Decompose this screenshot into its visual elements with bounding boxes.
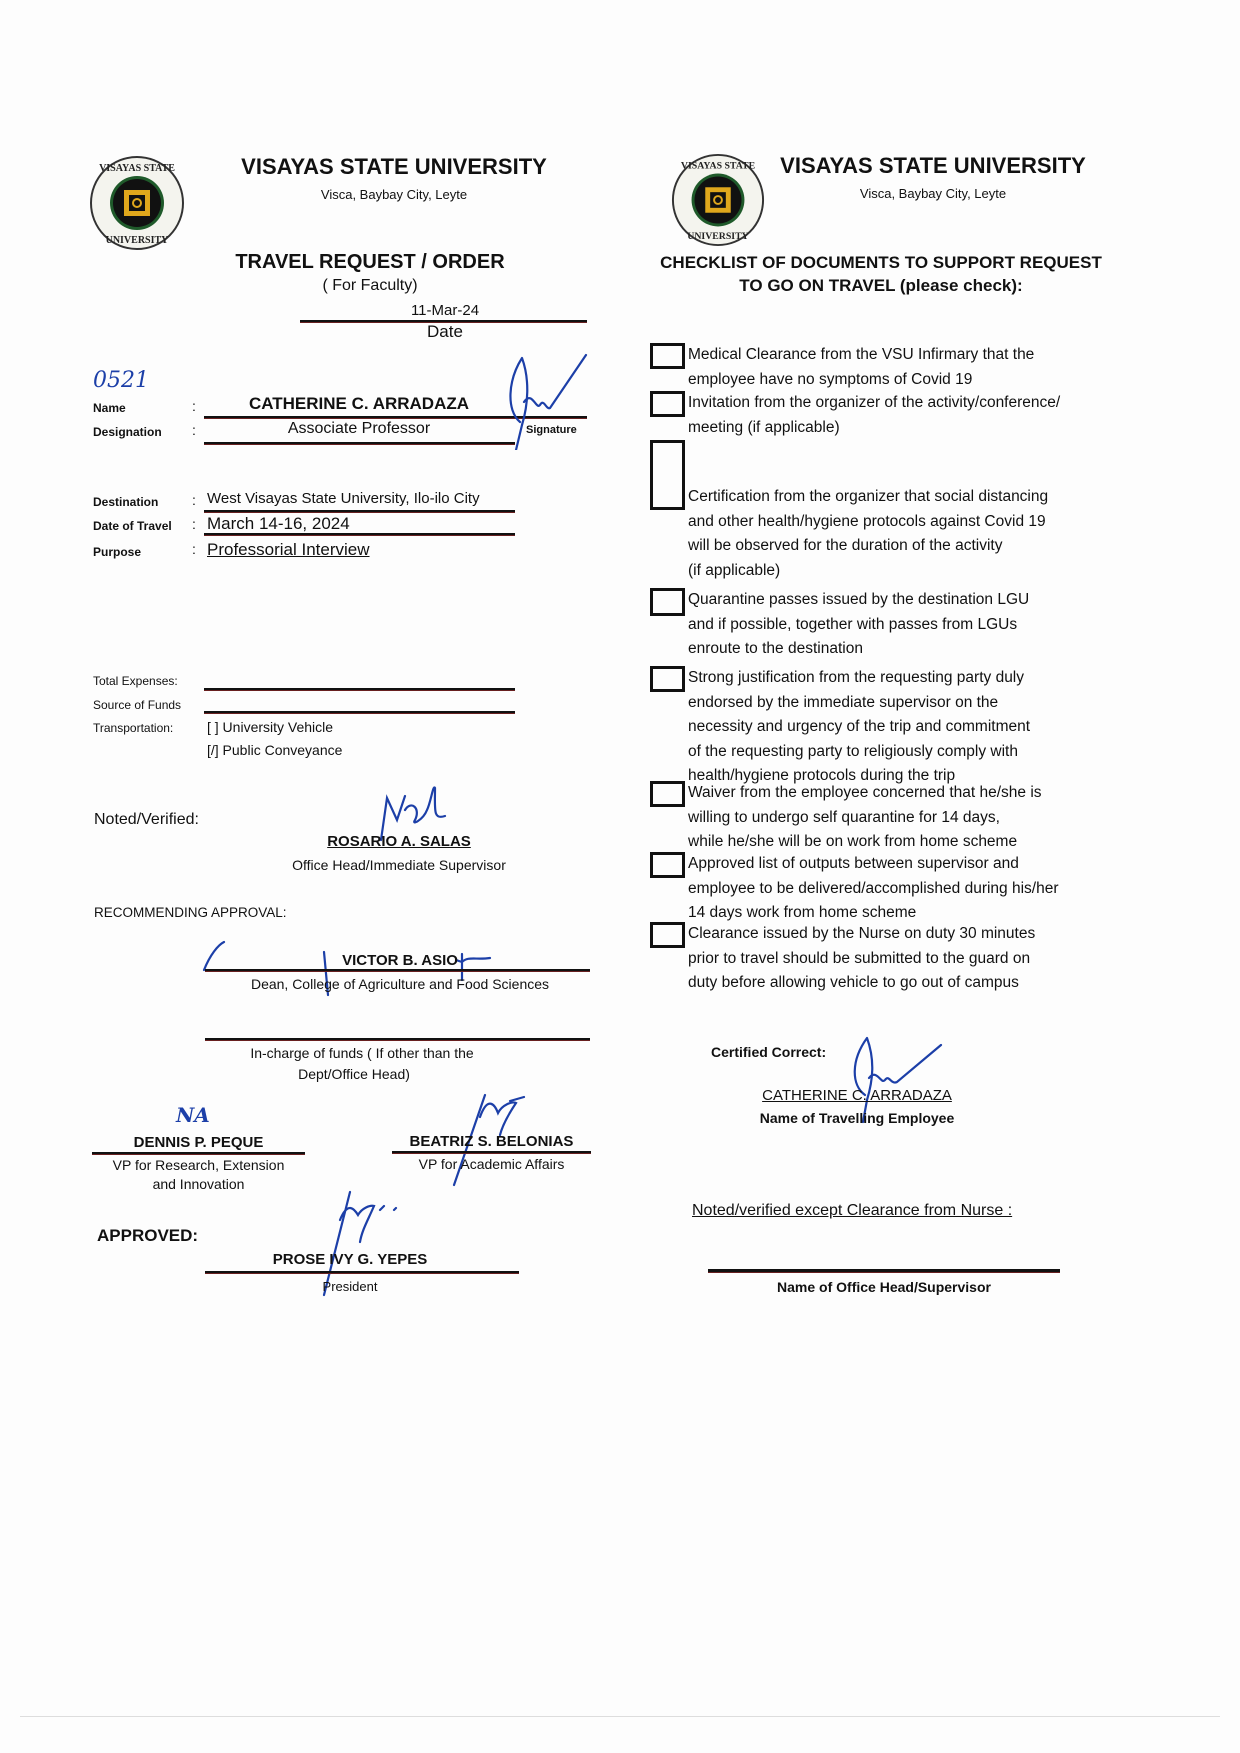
- svg-text:UNIVERSITY: UNIVERSITY: [105, 235, 169, 246]
- supervisor-name: ROSARIO A. SALAS: [327, 833, 471, 850]
- transport-option-university-vehicle: [ ] University Vehicle: [207, 719, 334, 735]
- checklist-checkbox[interactable]: [650, 781, 685, 807]
- checklist-item-line: meeting (if applicable): [688, 418, 840, 436]
- checklist-item-line: 14 days work from home scheme: [688, 904, 917, 921]
- checklist-item-text: [688, 852, 1059, 926]
- checklist-item-line: Medical Clearance from the VSU Infirmary that the: [688, 346, 1035, 363]
- supervisor-title: Office Head/Immediate Supervisor: [292, 857, 506, 873]
- designation-value: Associate Professor: [287, 420, 431, 437]
- recommending-approval-label: RECOMMENDING APPROVAL:: [94, 905, 287, 920]
- checklist-item-line: while he/she will be on work from home scheme: [688, 833, 1018, 850]
- noted-verified-label: Noted/Verified:: [94, 811, 199, 828]
- checklist-item-line: Strong justification from the requesting party duly: [688, 669, 1025, 686]
- name-value: CATHERINE C. ARRADAZA: [248, 394, 470, 413]
- date-of-travel-underline: [204, 533, 515, 536]
- checklist-item-line: enroute to the destination: [688, 640, 863, 657]
- checklist-item-text: [688, 666, 1030, 789]
- svg-text:UNIVERSITY: UNIVERSITY: [687, 231, 749, 243]
- colon: :: [192, 541, 196, 557]
- transport-option-public-conveyance: [/] Public Conveyance: [207, 742, 343, 758]
- vp-academic-name: BEATRIZ S. BELONIAS: [409, 1133, 574, 1150]
- president-name: PROSE IVY G. YEPES: [272, 1251, 428, 1268]
- checklist-item-line: Approved list of outputs between supervisor and: [688, 855, 1019, 872]
- office-head-signature-line: [708, 1269, 1060, 1273]
- colon: :: [192, 422, 196, 438]
- svg-text:VISAYAS STATE: VISAYAS STATE: [99, 163, 175, 174]
- checklist-item-text: [688, 588, 1029, 662]
- vp-research-title-2: and Innovation: [152, 1176, 245, 1192]
- university-address: Visca, Baybay City, Leyte: [320, 187, 468, 202]
- checklist-item-line: Quarantine passes issued by the destination LGU: [688, 591, 1030, 608]
- checklist-item-line: employee have no symptoms of Covid 19: [688, 370, 973, 388]
- checklist-item-line: and if possible, together with passes from LGUs: [688, 615, 1018, 633]
- checklist-item-text: [688, 343, 1034, 392]
- designation-label: Designation: [93, 425, 162, 439]
- form-subtitle: ( For Faculty): [322, 277, 418, 294]
- checklist-item-line: prior to travel should be submitted to the guard on: [688, 949, 1031, 967]
- colon: :: [192, 492, 196, 508]
- checklist-item-text: [688, 391, 1060, 440]
- checklist-item-line: endorsed by the immediate supervisor on the: [688, 693, 999, 711]
- destination-label: Destination: [93, 495, 159, 509]
- colon: :: [192, 398, 196, 414]
- checklist-heading-1: CHECKLIST OF DOCUMENTS TO SUPPORT REQUEST: [660, 253, 1102, 272]
- certified-employee-name: CATHERINE C. ARRADAZA: [762, 1087, 952, 1104]
- checklist-checkbox[interactable]: [650, 922, 685, 948]
- vp-research-initials: NA: [176, 1103, 210, 1127]
- designation-underline: [204, 442, 515, 445]
- university-name-right: VISAYAS STATE UNIVERSITY: [780, 153, 1086, 178]
- certified-employee-title: Name of Travelling Employee: [759, 1110, 955, 1126]
- date-of-travel-value: March 14-16, 2024: [207, 514, 350, 533]
- funds-incharge-underline: [205, 1038, 590, 1041]
- checklist-item-line: employee to be delivered/accomplished during his/her: [688, 879, 1059, 897]
- checklist-item-line: Waiver from the employee concerned that he/she is: [688, 784, 1042, 801]
- vp-academic-title: VP for Academic Affairs: [418, 1156, 565, 1172]
- source-of-funds-underline: [204, 711, 515, 714]
- nurse-clearance-note: Noted/verified except Clearance from Nurse :: [692, 1202, 1013, 1219]
- checklist-item-line: duty before allowing vehicle to go out of campus: [688, 974, 1019, 991]
- total-expenses-label: Total Expenses:: [93, 674, 178, 688]
- svg-text:VISAYAS STATE: VISAYAS STATE: [680, 160, 756, 172]
- checklist-checkbox[interactable]: [650, 391, 685, 417]
- transportation-label: Transportation:: [93, 721, 174, 735]
- checklist-checkbox[interactable]: [650, 343, 685, 369]
- page-edge-line: [20, 1716, 1220, 1717]
- checklist-item-text: [688, 781, 1042, 855]
- dean-title: Dean, College of Agriculture and Food Sciences: [250, 976, 550, 992]
- purpose-value: Professorial Interview: [207, 540, 370, 559]
- destination-underline: [204, 510, 515, 513]
- signature-label: Signature: [526, 424, 577, 436]
- president-title: President: [322, 1279, 378, 1294]
- checklist-checkbox[interactable]: [650, 588, 685, 616]
- checklist-item-line: willing to undergo self quarantine for 14 days,: [688, 808, 1000, 826]
- name-label: Name: [93, 401, 126, 415]
- checklist-checkbox[interactable]: [650, 666, 685, 692]
- checklist-item-line: Clearance issued by the Nurse on duty 30 minutes: [688, 925, 1036, 942]
- vp-research-title-1: VP for Research, Extension: [112, 1157, 285, 1173]
- president-underline: [205, 1271, 519, 1274]
- office-head-label: Name of Office Head/Supervisor: [777, 1279, 991, 1295]
- checklist-item-line: necessity and urgency of the trip and commitment: [688, 718, 1031, 735]
- checklist-item-line: of the requesting party to religiously comply with: [688, 742, 1018, 760]
- checklist-item-line: Invitation from the organizer of the activity/conference/: [688, 394, 1061, 411]
- checklist-item-line: health/hygiene protocols during the trip: [688, 767, 956, 784]
- checklist-item-line: will be observed for the duration of the activity: [688, 537, 1003, 554]
- university-seal-logo: [88, 154, 186, 252]
- purpose-label: Purpose: [93, 545, 142, 559]
- funds-incharge-label-1: In-charge of funds ( If other than the: [250, 1045, 474, 1061]
- date-label: Date: [427, 322, 463, 341]
- form-title: TRAVEL REQUEST / ORDER: [235, 251, 505, 273]
- date-of-travel-label: Date of Travel: [93, 519, 172, 533]
- checklist-item-text: [688, 922, 1035, 996]
- dean-name: VICTOR B. ASIO: [342, 952, 458, 969]
- handwritten-number: 0521: [93, 368, 149, 393]
- colon: :: [192, 516, 196, 532]
- university-address-right: Visca, Baybay City, Leyte: [859, 186, 1007, 201]
- funds-incharge-label-2: Dept/Office Head): [298, 1066, 410, 1082]
- approved-label: APPROVED:: [97, 1226, 199, 1245]
- vp-academic-underline: [392, 1151, 591, 1154]
- dean-underline: [205, 969, 590, 972]
- date-value: 11-Mar-24: [410, 302, 480, 319]
- source-of-funds-label: Source of Funds: [93, 698, 182, 712]
- checklist-checkbox[interactable]: [650, 852, 685, 878]
- destination-value: West Visayas State University, Ilo-ilo City: [207, 490, 480, 507]
- certified-correct-label: Certified Correct:: [711, 1044, 827, 1060]
- checklist-heading-2: TO GO ON TRAVEL (please check):: [739, 276, 1023, 295]
- vp-research-name: DENNIS P. PEQUE: [133, 1134, 264, 1151]
- checklist-checkbox[interactable]: [650, 440, 685, 510]
- total-expenses-underline: [204, 688, 515, 691]
- checklist-item-text: [688, 485, 1048, 583]
- university-name: VISAYAS STATE UNIVERSITY: [241, 154, 547, 179]
- checklist-item-line: Certification from the organizer that social distancing: [688, 488, 1049, 505]
- checklist-item-line: (if applicable): [688, 561, 781, 579]
- vp-research-underline: [92, 1152, 305, 1155]
- checklist-item-line: and other health/hygiene protocols against Covid 19: [688, 512, 1046, 530]
- applicant-signature: [500, 350, 590, 450]
